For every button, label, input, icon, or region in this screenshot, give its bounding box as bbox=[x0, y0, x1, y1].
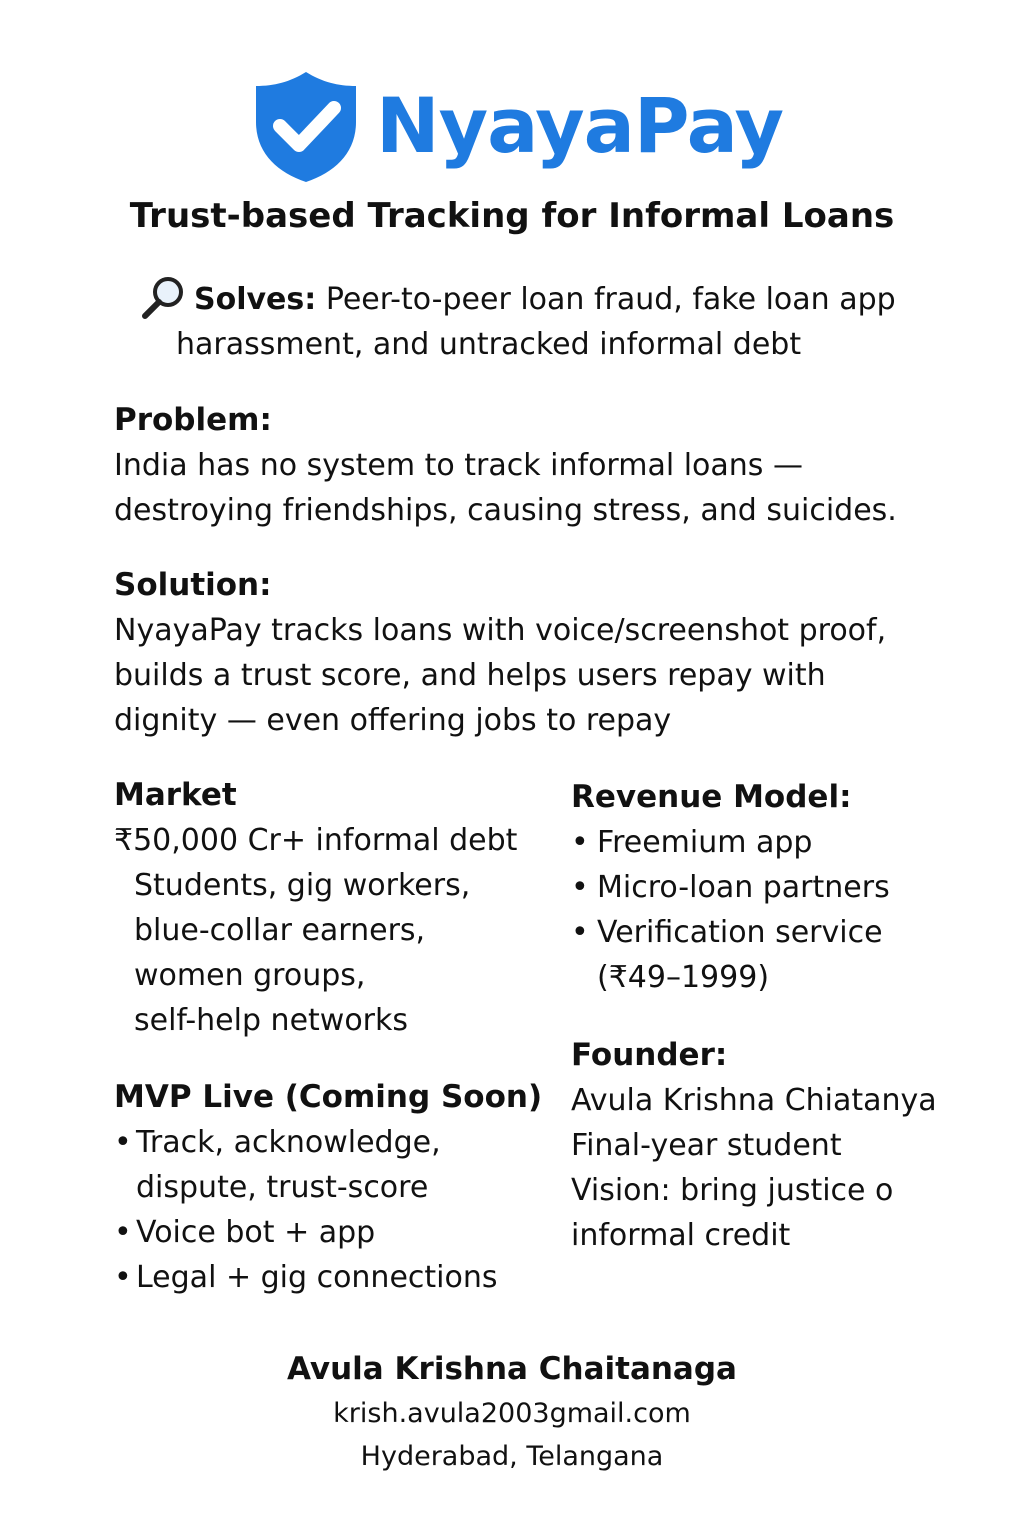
solution-line: builds a trust score, and helps users repay with bbox=[114, 658, 826, 693]
problem-section bbox=[114, 398, 934, 533]
brand-header bbox=[250, 68, 783, 184]
solves-line-1: Peer-to-peer loan fraud, fake loan app bbox=[325, 282, 896, 317]
problem-line: destroying friendships, causing stress, and suicides. bbox=[114, 493, 897, 528]
solution-line: dignity — even offering jobs to repay bbox=[114, 703, 672, 738]
solution-line: NyayaPay tracks loans with voice/screenshot proof, bbox=[114, 613, 887, 648]
founder-line: Vision: bring justice o bbox=[571, 1173, 894, 1208]
founder-heading: Founder: bbox=[571, 1037, 728, 1073]
revenue-section bbox=[571, 775, 951, 1000]
contact-location: Hyderabad, Telangana bbox=[360, 1441, 664, 1472]
solution-section bbox=[114, 563, 934, 743]
market-section bbox=[114, 773, 544, 1043]
magnifier-icon bbox=[140, 275, 186, 319]
founder-section bbox=[571, 1033, 971, 1258]
founder-line: Avula Krishna Chiatanya bbox=[571, 1083, 937, 1118]
mvp-item: • Track, acknowledge, dispute, trust-score bbox=[114, 1120, 544, 1210]
mvp-item: • Voice bot + app bbox=[114, 1210, 544, 1255]
solves-line-2: harassment, and untracked informal debt bbox=[176, 327, 802, 362]
tagline: Trust-based Tracking for Informal Loans bbox=[129, 196, 895, 236]
contact-name: Avula Krishna Chaitanaga bbox=[287, 1351, 737, 1387]
shield-check-icon bbox=[250, 68, 362, 184]
solution-heading: Solution: bbox=[114, 567, 272, 603]
contact-email: krish.avula2003gmail.com bbox=[333, 1398, 691, 1429]
mvp-heading: MVP Live (Coming Soon) bbox=[114, 1079, 543, 1115]
problem-heading: Problem: bbox=[114, 402, 272, 438]
contact-footer bbox=[0, 1346, 1024, 1478]
founder-line: Final-year student bbox=[571, 1128, 842, 1163]
solves-label: Solves: bbox=[194, 282, 317, 317]
brand-name: NyayaPay bbox=[376, 81, 784, 170]
market-line: self-help networks bbox=[134, 1003, 409, 1038]
revenue-item: • Verification service (₹49–1999) bbox=[571, 910, 951, 1000]
revenue-heading: Revenue Model: bbox=[571, 779, 852, 815]
market-line: ₹50,000 Cr+ informal debt bbox=[114, 823, 518, 858]
mvp-section bbox=[114, 1075, 544, 1300]
mvp-item: • Legal + gig connections bbox=[114, 1255, 544, 1300]
revenue-item: • Freemium app bbox=[571, 820, 951, 865]
market-line: women groups, bbox=[134, 958, 366, 993]
market-line: Students, gig workers, bbox=[134, 868, 471, 903]
revenue-item: • Micro-loan partners bbox=[571, 865, 951, 910]
market-line: blue-collar earners, bbox=[134, 913, 426, 948]
founder-line: informal credit bbox=[571, 1218, 791, 1253]
solves-block bbox=[140, 275, 930, 367]
problem-line: India has no system to track informal loans — bbox=[114, 448, 803, 483]
market-heading: Market bbox=[114, 777, 237, 813]
